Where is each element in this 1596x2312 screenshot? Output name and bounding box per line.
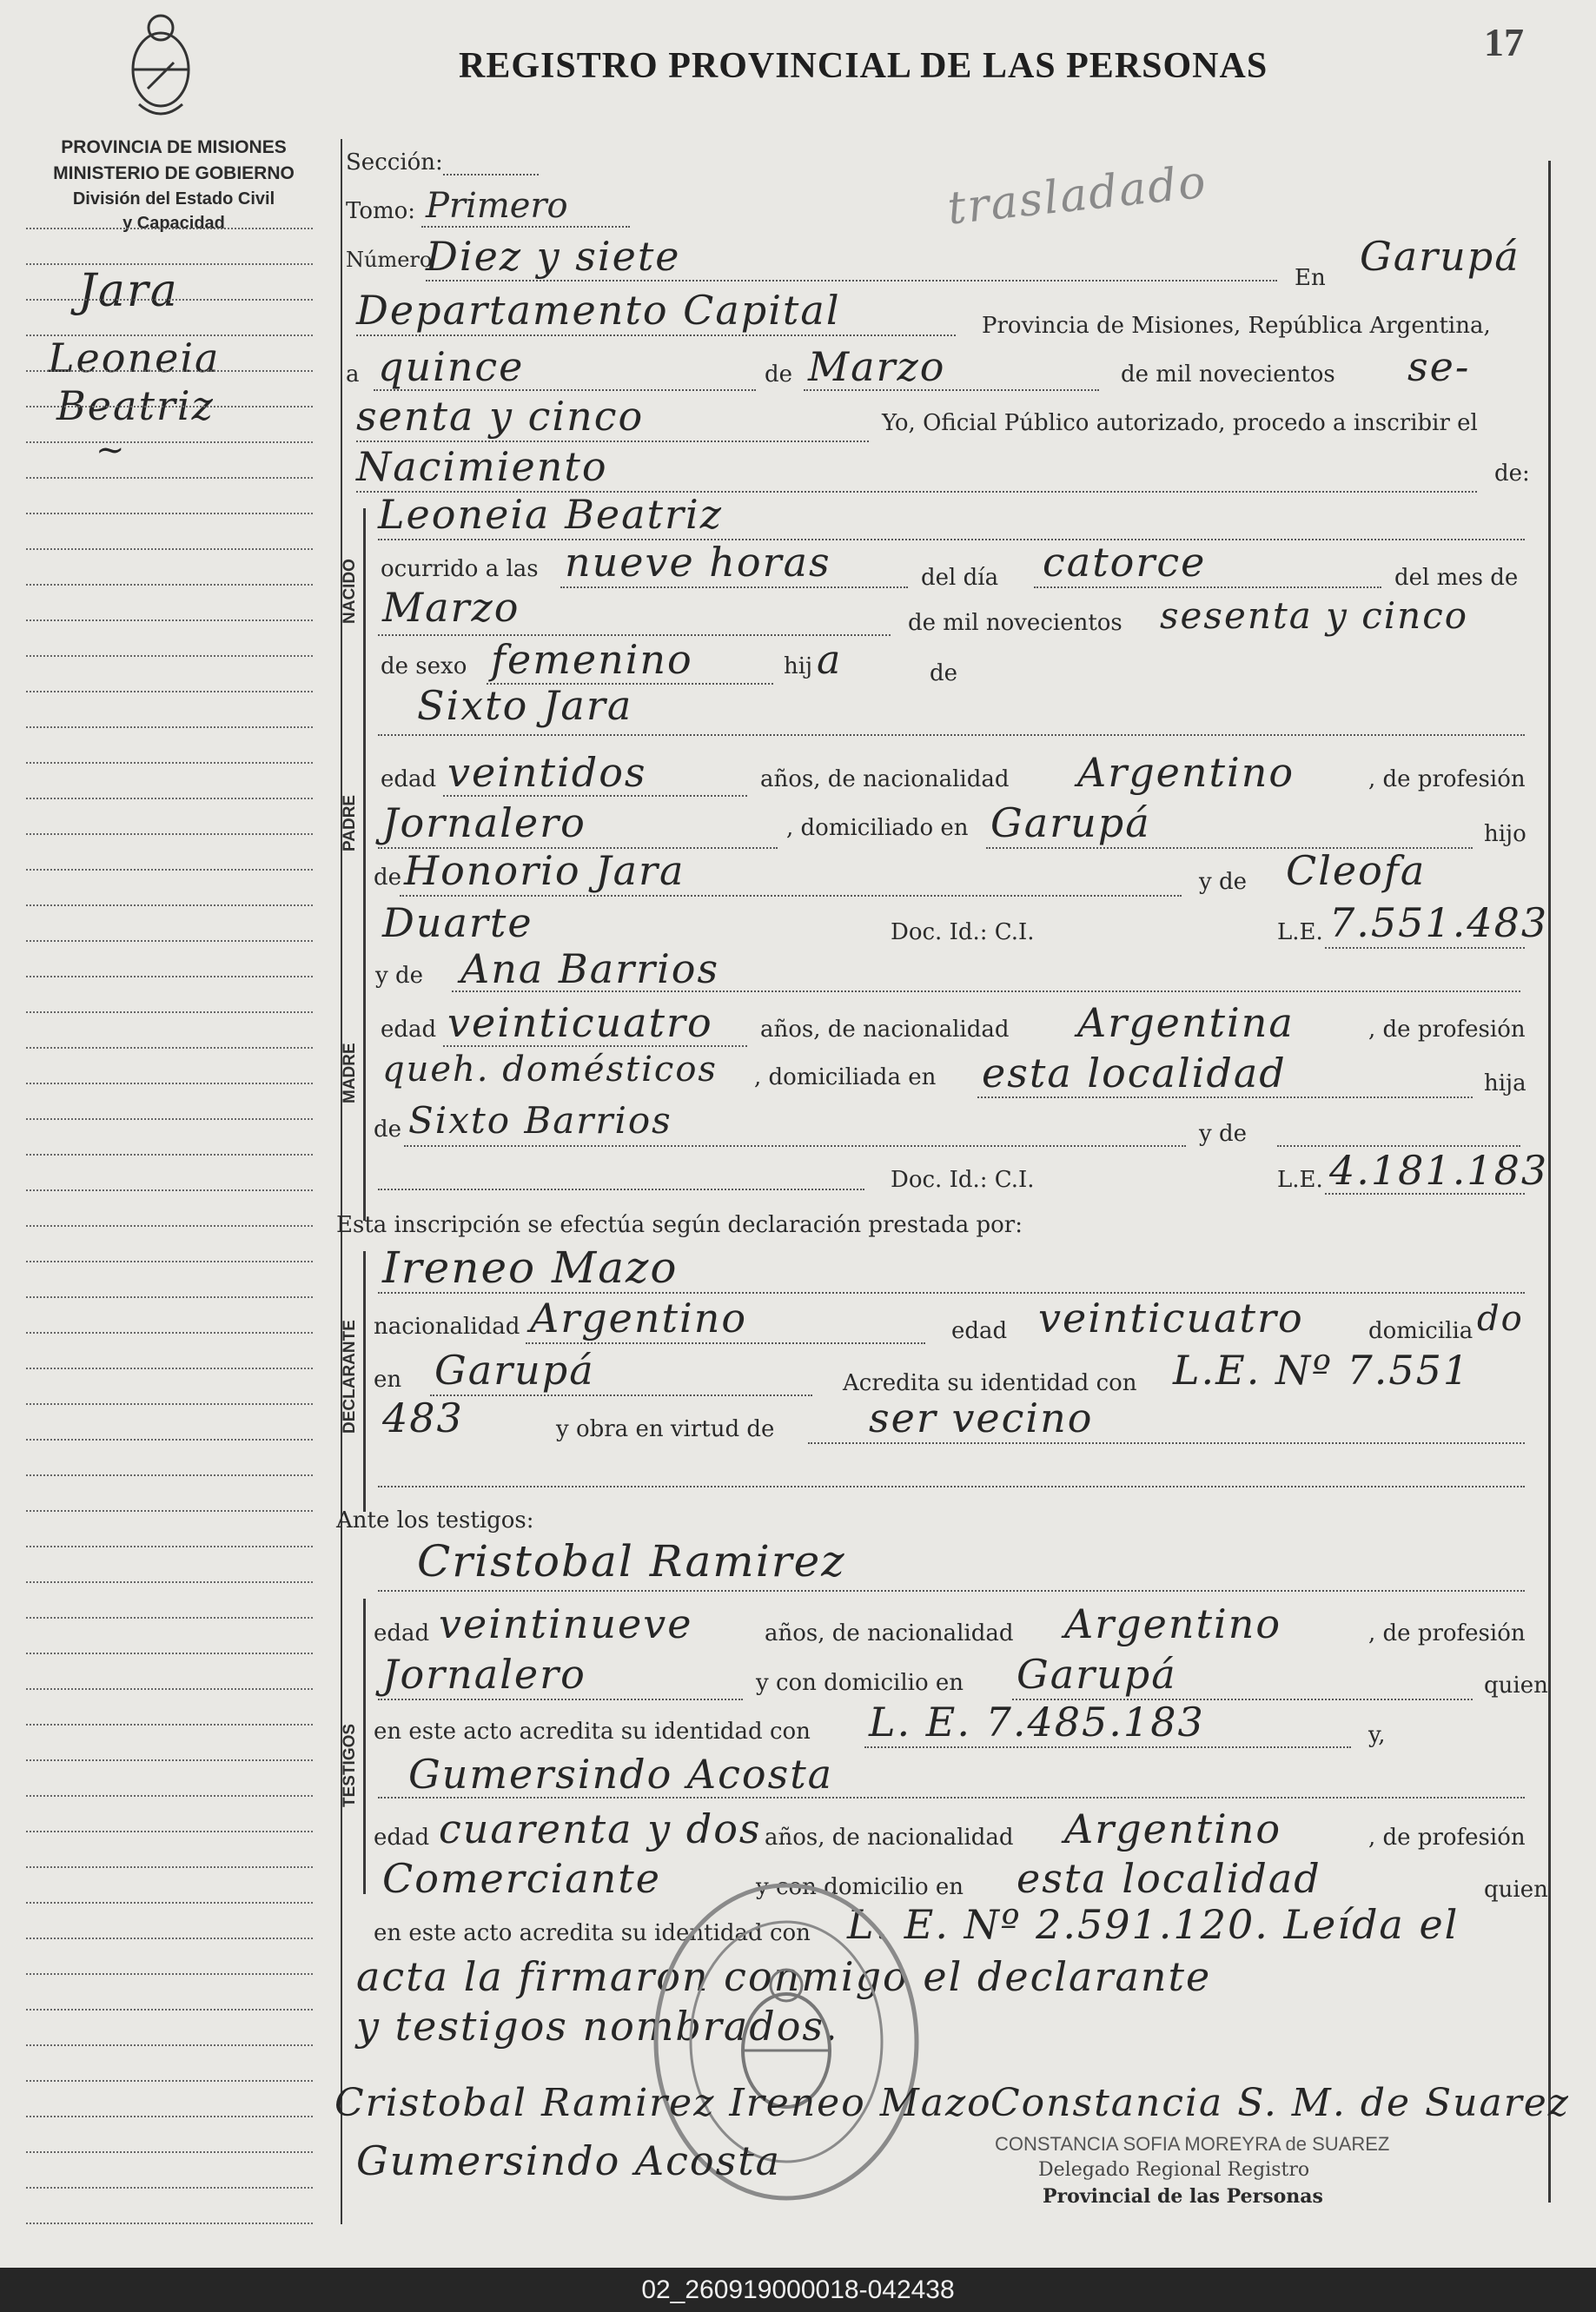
- margin-line: [26, 1510, 313, 1512]
- declaracion-intro-label: Esta inscripción se efectúa según declaración prestada por:: [336, 1212, 1023, 1238]
- madre-doc-label: Doc. Id.: C.I.: [891, 1167, 1035, 1193]
- margin-line: [26, 1474, 313, 1476]
- declarante-nac-label: nacionalidad: [374, 1314, 520, 1340]
- madre-le-label: L.E.: [1277, 1167, 1323, 1193]
- official-title-2: Provincial de las Personas: [1043, 2185, 1323, 2208]
- section-label-testigos: TESTIGOS: [341, 1723, 359, 1807]
- testigo1-y-label: y,: [1368, 1722, 1386, 1748]
- margin-line: [26, 1653, 313, 1654]
- margin-line: [26, 940, 313, 942]
- madre-edad-value: veinticuatro: [447, 999, 713, 1046]
- testigo2-nac-value: Argentino: [1064, 1805, 1282, 1852]
- margin-line: [26, 370, 313, 372]
- margin-line: [26, 1118, 313, 1120]
- testigo2-prof-label: , de profesión: [1368, 1825, 1526, 1851]
- ocurrido-label: ocurrido a las: [381, 556, 539, 582]
- official-name-stamp: CONSTANCIA SOFIA MOREYRA de SUAREZ: [995, 2133, 1390, 2155]
- madre-le-value: 4.181.183: [1329, 1147, 1549, 1194]
- margin-line: [26, 762, 313, 764]
- testigo1-nac-value: Argentino: [1064, 1600, 1282, 1647]
- madre-dom-value: esta localidad: [982, 1050, 1287, 1096]
- margin-line: [26, 263, 313, 265]
- numero-label: Número: [346, 248, 433, 272]
- margin-line: [26, 1581, 313, 1583]
- sexo-label: de sexo: [381, 653, 467, 679]
- mes-value: Marzo: [808, 343, 946, 390]
- margin-line: [26, 1688, 313, 1690]
- section-label-madre: MADRE: [341, 1043, 359, 1103]
- margin-line: [26, 691, 313, 692]
- margin-line: [26, 2009, 313, 2011]
- margin-line: [26, 1011, 313, 1013]
- margin-line: [26, 406, 313, 407]
- margin-line: [26, 1154, 313, 1156]
- margin-line: [26, 1439, 313, 1441]
- nacido-anio-value: sesenta y cinco: [1160, 594, 1469, 637]
- testigo2-edad-value: cuarenta y dos: [439, 1805, 762, 1852]
- testigo2-acredita-label: en este acto acredita su identidad con: [374, 1920, 811, 1946]
- testigo1-prof-label: , de profesión: [1368, 1620, 1526, 1646]
- signature-witness-declarant: Cristobal Ramirez Ireneo Mazo: [334, 2081, 992, 2125]
- margin-line: [26, 1332, 313, 1334]
- margin-line: [26, 548, 313, 550]
- image-caption: 02_260919000018-042438: [0, 2268, 1596, 2312]
- margin-line: [26, 904, 313, 906]
- padre-prof-label: , de profesión: [1368, 766, 1526, 792]
- madre-y-de-label-2: y de: [1199, 1121, 1247, 1147]
- margin-line: [26, 1546, 313, 1547]
- numero-value: Diez y siete: [426, 233, 681, 280]
- de-colon-label: de:: [1494, 460, 1530, 487]
- madre-nombre-value: Ana Barrios: [460, 945, 720, 992]
- hij-label: hij: [784, 653, 813, 679]
- declarante-id-value-1: L.E. Nº 7.551: [1173, 1347, 1471, 1394]
- testigo2-dom-label: y con domicilio en: [756, 1874, 964, 1900]
- madre-de-label: de: [374, 1116, 402, 1143]
- margin-mark: ~: [96, 430, 127, 470]
- anio-value-part2: senta y cinco: [356, 393, 645, 440]
- margin-line: [26, 441, 313, 443]
- division-label-1: División del Estado Civil: [72, 189, 275, 209]
- testigo1-dom-value: Garupá: [1017, 1651, 1177, 1698]
- coat-of-arms-emblem: [122, 2, 200, 123]
- margin-line: [26, 1902, 313, 1904]
- abuelo-value: Honorio Jara: [404, 847, 685, 894]
- margin-line: [26, 655, 313, 657]
- madre-dom-label: , domiciliada en: [754, 1064, 937, 1090]
- margin-line: [26, 1724, 313, 1726]
- margin-line: [26, 1225, 313, 1227]
- margin-second-name: Beatriz: [56, 382, 215, 429]
- en-value: Garupá: [1360, 233, 1520, 280]
- del-dia-label: del día: [921, 565, 999, 591]
- nacido-mil-label: de mil novecientos: [908, 610, 1122, 636]
- margin-line: [26, 1866, 313, 1868]
- padre-le-label: L.E.: [1277, 919, 1323, 945]
- tomo-value: Primero: [426, 186, 568, 226]
- ministry-label: MINISTERIO DE GOBIERNO: [53, 163, 295, 183]
- padre-nombre-value: Sixto Jara: [417, 682, 633, 729]
- page-number: 17: [1484, 20, 1524, 64]
- testigo2-dom-value: esta localidad: [1017, 1855, 1321, 1902]
- madre-abuelo-value: Sixto Barrios: [408, 1099, 672, 1142]
- padre-dom-value: Garupá: [990, 799, 1151, 846]
- testigo1-quien-label: quien: [1484, 1673, 1548, 1699]
- madre-prof-value: queh. domésticos: [382, 1050, 718, 1090]
- margin-line: [26, 1403, 313, 1405]
- section-bar-testigos: [363, 1599, 366, 1894]
- closing-line-2: y testigos nombrados.: [356, 2003, 839, 2050]
- margin-surname: Jara: [78, 265, 179, 317]
- hija-label: hija: [1484, 1070, 1526, 1096]
- testigo2-quien-label: quien: [1484, 1877, 1548, 1903]
- trasladado-stamp: trasladado: [944, 156, 1210, 235]
- section-bar-nacido-padre-madre: [363, 508, 366, 1221]
- testigo1-prof-value: Jornalero: [382, 1651, 586, 1698]
- padre-de-label: de: [374, 865, 402, 891]
- margin-line: [26, 1296, 313, 1298]
- margin-line: [26, 2187, 313, 2189]
- margin-line: [26, 2080, 313, 2082]
- madre-nac-label: años, de nacionalidad: [760, 1017, 1010, 1043]
- padre-edad-label: edad: [381, 766, 437, 792]
- testigo2-id-value: L. E. Nº 2.591.120. Leída el: [847, 1901, 1460, 1948]
- margin-line: [26, 299, 313, 301]
- tomo-label: Tomo:: [346, 198, 416, 224]
- margin-line: [26, 1795, 313, 1797]
- margin-line: [26, 869, 313, 871]
- obra-label: y obra en virtud de: [556, 1416, 775, 1442]
- testigo1-edad-value: veintinueve: [439, 1600, 693, 1647]
- margin-line: [26, 798, 313, 799]
- margin-line: [26, 726, 313, 728]
- padre-dom-label: , domiciliado en: [786, 815, 969, 841]
- padre-edad-value: veintidos: [447, 749, 647, 796]
- margin-line: [26, 1047, 313, 1049]
- madre-edad-label: edad: [381, 1017, 437, 1043]
- margin-line: [26, 477, 313, 479]
- page-title: REGISTRO PROVINCIAL DE LAS PERSONAS: [459, 46, 1268, 86]
- signature-official: Constancia S. M. de Suarez: [990, 2081, 1570, 2125]
- padre-le-value: 7.551.483: [1329, 899, 1549, 946]
- provincia-label: Provincia de Misiones, República Argentina,: [982, 313, 1491, 339]
- obra-value: ser vecino: [869, 1394, 1094, 1441]
- padre-y-de-label: y de: [1199, 869, 1247, 895]
- a-label: a: [346, 361, 360, 388]
- departamento-value: Departamento Capital: [356, 287, 841, 334]
- margin-line: [26, 2116, 313, 2117]
- province-label: PROVINCIA DE MISIONES: [61, 137, 287, 157]
- padre-nac-label: años, de nacionalidad: [760, 766, 1010, 792]
- section-label-declarante: DECLARANTE: [341, 1320, 359, 1434]
- anio-value-part1: se-: [1407, 343, 1471, 390]
- closing-line-1: acta la firmaron conmigo el declarante: [356, 1953, 1212, 2000]
- form-right-border: [1548, 161, 1551, 2203]
- margin-line: [26, 1759, 313, 1761]
- declarante-edad-label: edad: [951, 1318, 1008, 1344]
- hijo-label: hijo: [1484, 821, 1526, 847]
- seccion-label: Sección:: [346, 149, 443, 176]
- official-title-1: Delegado Regional Registro: [1038, 2159, 1310, 2181]
- margin-line: [26, 228, 313, 229]
- testigo1-nombre-value: Cristobal Ramirez: [417, 1536, 846, 1587]
- de-label: de: [765, 361, 793, 388]
- nacido-nombre-value: Leoneia Beatriz: [378, 491, 723, 538]
- oficial-label: Yo, Oficial Público autorizado, procedo a inscribir el: [882, 410, 1478, 436]
- hora-value: nueve horas: [565, 539, 831, 586]
- margin-line: [26, 584, 313, 586]
- madre-prof-label: , de profesión: [1368, 1017, 1526, 1043]
- madre-nac-value: Argentina: [1077, 999, 1295, 1046]
- margin-line: [26, 335, 313, 336]
- declarante-en-label: en: [374, 1367, 402, 1393]
- margin-line: [26, 2223, 313, 2224]
- domicilia-label: domicilia: [1368, 1318, 1473, 1344]
- testigos-intro-label: Ante los testigos:: [336, 1507, 534, 1534]
- hij-value: a: [817, 636, 843, 683]
- nacido-de-label: de: [930, 660, 958, 686]
- madre-y-de-label: y de: [375, 963, 423, 989]
- testigo1-id-value: L. E. 7.485.183: [869, 1699, 1205, 1746]
- margin-line: [26, 1083, 313, 1084]
- margin-line: [26, 1189, 313, 1191]
- margin-line: [26, 2044, 313, 2046]
- section-label-padre: PADRE: [341, 794, 359, 851]
- margin-line: [26, 1617, 313, 1619]
- del-mes-label: del mes de: [1394, 565, 1519, 591]
- nacido-mes-value: Marzo: [382, 584, 520, 631]
- dia-value: quince: [378, 343, 525, 390]
- acto-value: Nacimiento: [356, 443, 608, 490]
- testigo2-nac-label: años, de nacionalidad: [765, 1825, 1014, 1851]
- declarante-nombre-value: Ireneo Mazo: [382, 1242, 679, 1293]
- section-label-nacido: NACIDO: [341, 559, 359, 624]
- margin-line: [26, 513, 313, 514]
- margin-line: [26, 1938, 313, 1939]
- domicilia-suffix: do: [1477, 1299, 1524, 1339]
- testigo1-dom-label: y con domicilio en: [756, 1670, 964, 1696]
- acredita-label: Acredita su identidad con: [843, 1370, 1137, 1396]
- margin-line: [26, 976, 313, 977]
- margin-first-name: Leoneia: [48, 335, 221, 381]
- testigo1-nac-label: años, de nacionalidad: [765, 1620, 1014, 1646]
- testigo1-edad-label: edad: [374, 1620, 430, 1646]
- signature-second-witness: Gumersindo Acosta: [356, 2137, 782, 2184]
- declarante-en-value: Garupá: [434, 1347, 595, 1394]
- testigo2-prof-value: Comerciante: [382, 1855, 661, 1902]
- margin-line: [26, 1831, 313, 1832]
- margin-line: [26, 1261, 313, 1262]
- padre-doc-label: Doc. Id.: C.I.: [891, 919, 1035, 945]
- form-left-border: [341, 139, 342, 2224]
- declarante-edad-value: veinticuatro: [1038, 1295, 1304, 1341]
- declarante-id-value-2: 483: [382, 1394, 464, 1441]
- testigo1-acredita-label: en este acto acredita su identidad con: [374, 1719, 811, 1745]
- declarante-nac-value: Argentino: [530, 1295, 748, 1341]
- nacido-dia-value: catorce: [1043, 539, 1207, 586]
- testigo2-nombre-value: Gumersindo Acosta: [408, 1751, 834, 1798]
- sexo-value: femenino: [491, 636, 693, 683]
- margin-line: [26, 833, 313, 835]
- margin-line: [26, 619, 313, 621]
- margin-line: [26, 1368, 313, 1369]
- mil-novecientos-label: de mil novecientos: [1121, 361, 1335, 388]
- padre-prof-value: Jornalero: [382, 799, 586, 846]
- abuela-value-2: Duarte: [382, 899, 533, 946]
- division-label-2: y Capacidad: [123, 214, 225, 233]
- en-label: En: [1295, 265, 1326, 291]
- abuela-value-1: Cleofa: [1286, 847, 1427, 894]
- margin-line: [26, 1973, 313, 1975]
- margin-line: [26, 2151, 313, 2153]
- section-bar-declarante: [363, 1251, 366, 1512]
- testigo2-edad-label: edad: [374, 1825, 430, 1851]
- padre-nac-value: Argentino: [1077, 749, 1295, 796]
